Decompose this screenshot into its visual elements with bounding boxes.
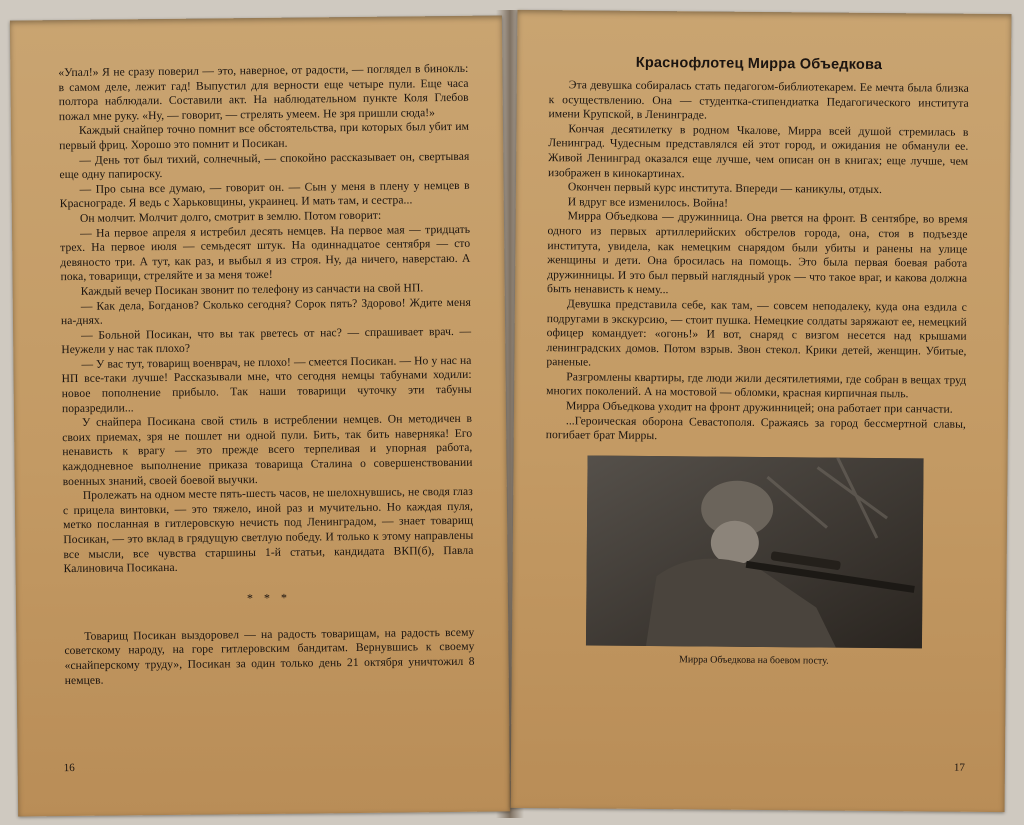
right-page-text bbox=[546, 78, 969, 446]
page-number-right: 17 bbox=[953, 761, 965, 774]
paragraph: — Больной Посикан, что вы так рветесь от нас? — спрашивает врач. — Неужели у нас так плохо? bbox=[61, 324, 472, 357]
photo-face bbox=[711, 520, 759, 564]
page-number-left: 16 bbox=[63, 761, 75, 775]
paragraph: И вдруг все изменилось. Война! bbox=[567, 195, 729, 210]
left-page bbox=[10, 15, 510, 816]
left-page-text bbox=[58, 62, 474, 688]
paragraph: Девушка представила себе, как там, — совсем неподалеку, куда она ездила с подругами в экскурсию, — стоит пушка. Немецкие солдаты заряжают ее, немецкий офицер командует: «огонь!» И вот, снаряд с визгом несется над крышами ленинградских домов. Потом взрыв. Звон стекол. Крики детей, женщин. Убитые, раненые. bbox=[546, 297, 967, 369]
paragraph: Он молчит. Молчит долго, смотрит в землю. Потом говорит: bbox=[79, 208, 382, 225]
paragraph: — На первое апреля я истребил десять немцев. На первое мая — тридцать трех. На первое июля — семьдесят штук. На одиннадцатое сентября — сто девяносто три. А тут, как раз, и выбыл я из строя. Ну, да ничего, наверстаю. А пока, товарищи, стреляйте и за меня тоже! bbox=[60, 222, 471, 284]
paragraph: Разгромлены квартиры, где люди жили десятилетиями, где собран в вещах труд многих поколений. А на мостовой — обломки, красная кирпичная пыль. bbox=[546, 370, 967, 401]
paragraph: Каждый вечер Посикан звонит по телефону из санчасти на свой НП. bbox=[80, 281, 424, 298]
paragraph: — У вас тут, товарищ военврач, не плохо! — смеется Посикан. — Но у нас на НП все-таки лучше! Рассказывали мне, что сегодня немцы табунами ходили: новое пополнение прибыло. Так наши товарищи чуточку эти табуны поразредили... bbox=[61, 353, 472, 415]
paragraph: Мирра Объедкова — дружинница. Она рвется на фронт. В сентябре, во время одного из первых артиллерийских обстрелов города, она, стоя в подъезде института, увидела, как немецким снарядом были убиты и ранены на улице женщины и дети. Она бросилась на помощь. Это была первая боевая работа дружинницы. И это был первый наглядный урок — что такое враг, и какова должна быть ненависть к нему... bbox=[547, 209, 968, 297]
article-title: Краснофлотец Мирра Объедкова bbox=[635, 54, 883, 74]
paragraph: — День тот был тихий, солнечный, — спокойно рассказывает он, свертывая еще одну папироску. bbox=[59, 149, 470, 182]
closing-paragraph: Товарищ Посикан выздоровел — на радость товарищам, на радость всему советскому народу, на горе гитлеровским бандитам. Вернувшись к своему «снайперскому труду», Посикан за один только день 21 октября уничтожил 8 немцев. bbox=[64, 625, 475, 687]
paragraph: Мирра Объедкова уходит на фронт дружинницей; она работает при санчасти. bbox=[565, 399, 953, 416]
paragraph: У снайпера Посикана свой стиль в истреблении немцев. Он методичен в своих приемах, зря не пошлет ни одной пули. Бить, так бить наверняка! Его ненависть к врагу — это прежде всего терпеливая и упорная работа, каждодневное выполнение приказа товарища Сталина о совершенствовании военных знаний, своей боевой выучки. bbox=[62, 412, 473, 488]
right-page bbox=[511, 10, 1012, 812]
paragraph: Пролежать на одном месте пять-шесть часов, не шелохнувшись, не сводя глаз с прицела винтовки, — это тяжело, иной раз и мучительно. Но каждая пуля, метко посланная в гитлеровскую нечисть под Ленинградом, — знает товарищ Посикан, — это вклад в грядущую светлую победу. И только к этому направлены все мысли, все чувства старшины 1-й статьи, кандидата ВКП(б), Павла Калиновича Посикана. bbox=[62, 484, 474, 576]
paragraph: — Про сына все думаю, — говорит он. — Сын у меня в плену у немцев в Краснограде. Я ведь с Харьковщины, украинец. И мать там, и сестра... bbox=[59, 178, 470, 211]
paragraph: — Как дела, Богданов? Сколько сегодня? Сорок пять? Здорово! Ждите меня на-днях. bbox=[60, 295, 471, 328]
paragraph: Окончен первый курс института. Впереди — каникулы, отдых. bbox=[567, 180, 883, 197]
paragraph: Каждый снайпер точно помнит все обстоятельства, при которых был убит им первый фриц. Хорошо это помнит и Посикан. bbox=[59, 120, 470, 153]
paragraph: «Упал!» Я не сразу поверил — это, наверное, от радости, — поглядел в бинокль: в самом деле, лежит гад! Выпустил для верности еще четыре пули. Еще часа полтора наблюдали. Составили акт. На наблюдательном пункте Коля Глебов пожал мне руку. «Ну, — говорит, — стрелять умеем. Не зря пришли сюда!» bbox=[58, 61, 469, 123]
paragraph: Кончая десятилетку в родном Чкалове, Мирра всей душой стремилась в Ленинград. Чудесным представлялся ей этот город, и ожидания не обманули ее. Живой Ленинград оказался еще лучше, чем описан он в книгах; еще лучше, чем изображен в кинокартинах. bbox=[548, 122, 969, 180]
paragraph: Эта девушка собиралась стать педагогом-библиотекарем. Ее мечта была близка к осуществлению. Она — студентка-стипендиатка Педагогического института имени Крупской, в Ленинграде. bbox=[548, 78, 969, 122]
photo-caption: Мирра Объедкова на боевом посту. bbox=[678, 654, 829, 667]
sniper-photo bbox=[586, 455, 924, 648]
paragraph: ...Героическая оборона Севастополя. Сражаясь за город бессмертной славы, погибает брат Мирры. bbox=[545, 413, 966, 443]
section-divider: * * * bbox=[246, 590, 291, 605]
